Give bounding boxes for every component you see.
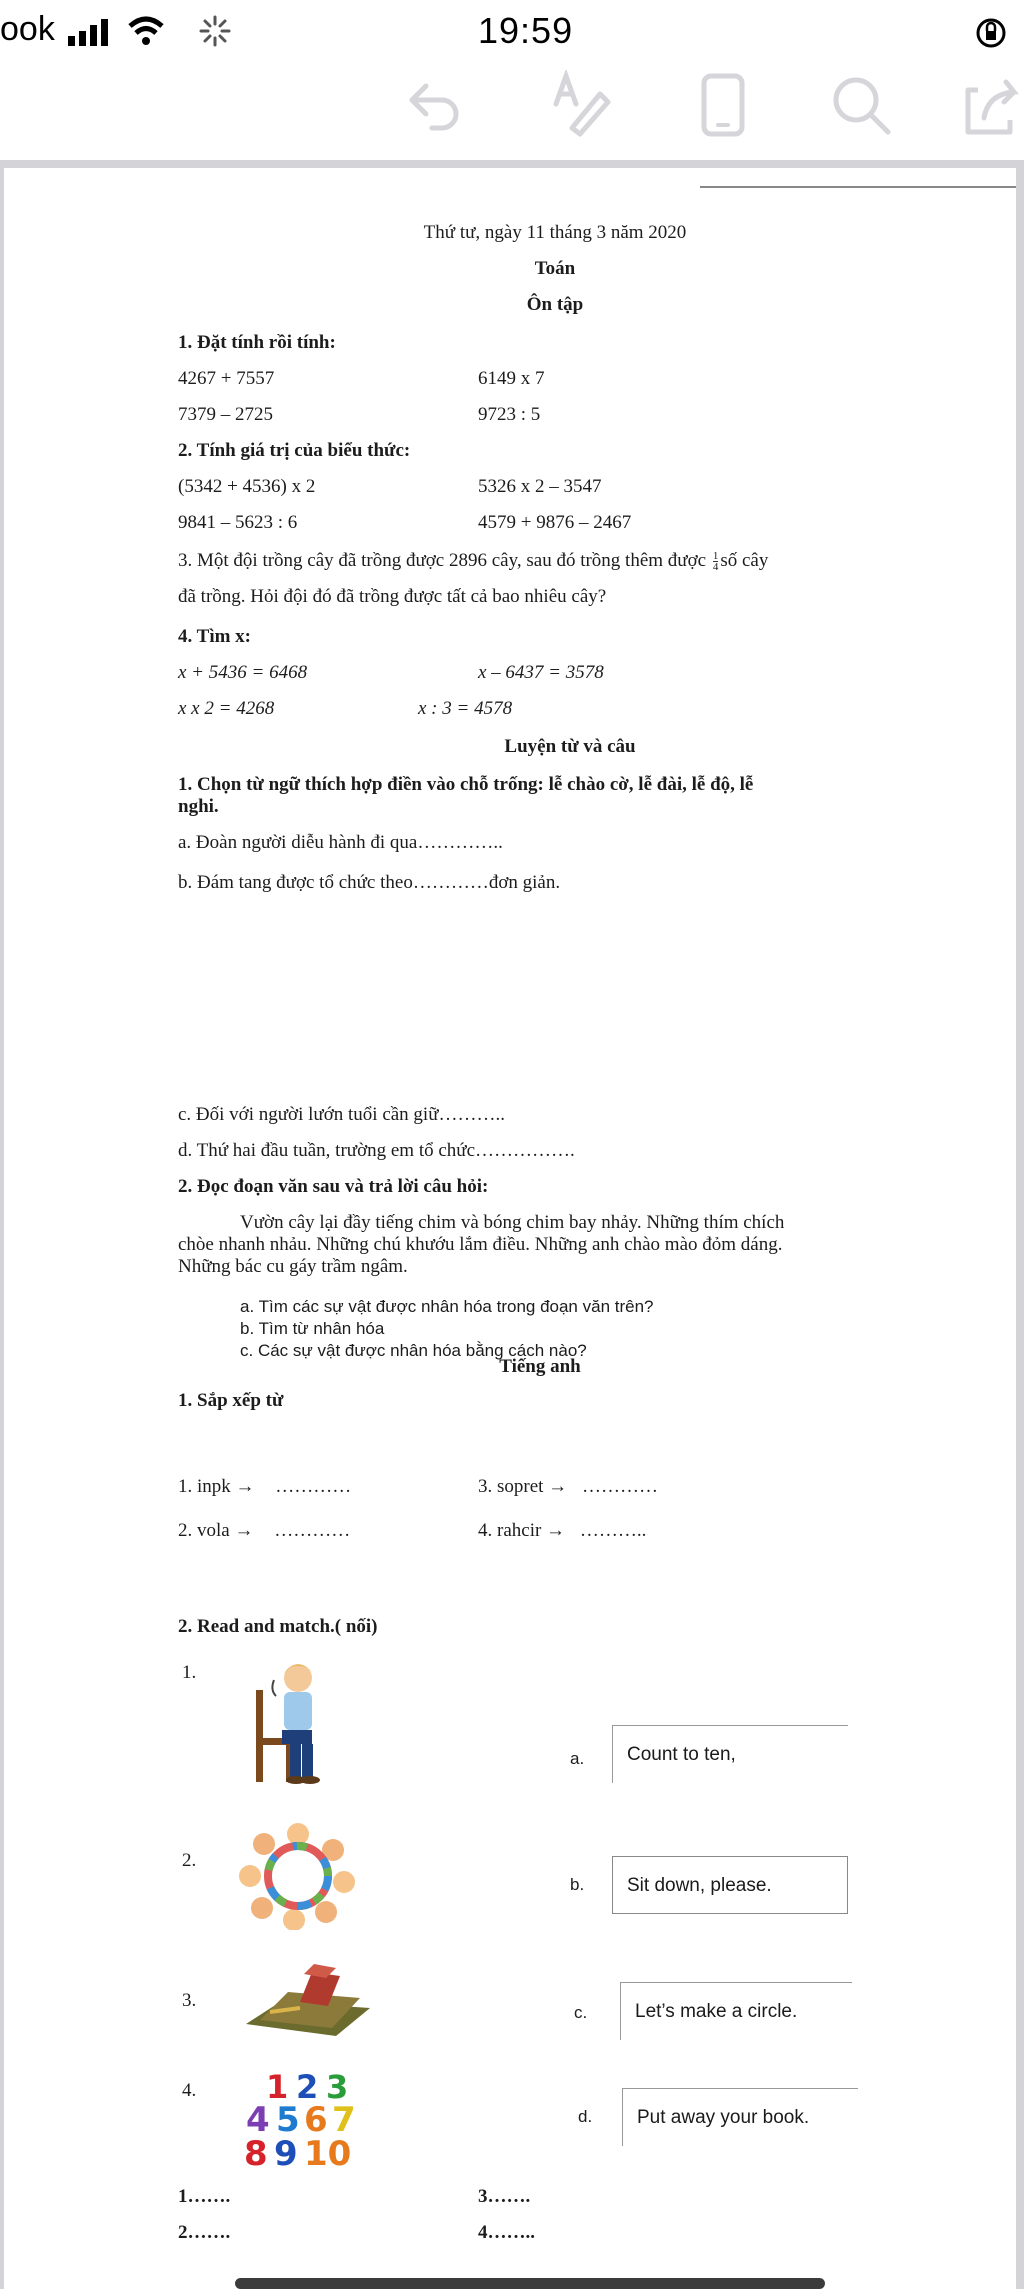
- answer-blank: 1…….: [178, 2186, 231, 2207]
- vocab-q1-line2: nghi.: [178, 796, 219, 817]
- english-section-title: Tiếng anh: [499, 1356, 581, 1377]
- option-letter: a.: [570, 1749, 585, 1768]
- vocab-fill-item: d. Thứ hai đầu tuần, trường em tổ chức…………….: [178, 1140, 575, 1161]
- markup-pen-icon[interactable]: [546, 70, 616, 140]
- math-subject-title: Toán: [534, 258, 576, 279]
- answer-blank: 3…….: [478, 2186, 531, 2207]
- passage-question: b. Tìm từ nhân hóa: [240, 1319, 385, 1338]
- picture-number: 3.: [182, 1990, 197, 2011]
- math-q1-item: 7379 – 2725: [178, 404, 273, 425]
- orientation-lock-icon: [974, 16, 1008, 50]
- english-q2-title: 2. Read and match.( nối): [178, 1616, 378, 1637]
- math-q1-item: 6149 x 7: [478, 368, 545, 389]
- carrier-label: ook: [0, 10, 55, 48]
- math-q1-title: 1. Đặt tính rồi tính:: [178, 332, 336, 353]
- picture-number: 1.: [182, 1662, 197, 1683]
- fraction-one-quarter: $\frac{1}{4}$: [712, 550, 719, 574]
- status-time: 19:59: [478, 10, 574, 51]
- scramble-word: 1. inpk → …………: [178, 1476, 352, 1497]
- vocab-section-title: Luyện từ và câu: [504, 736, 636, 757]
- passage-line: Những bác cu gáy trầm ngâm.: [178, 1256, 408, 1277]
- match-option-box: Let’s make a circle.: [620, 1982, 852, 2040]
- math-q4-item: x + 5436 = 6468: [178, 662, 308, 683]
- search-icon[interactable]: [826, 70, 896, 140]
- picture-number: 4.: [182, 2080, 197, 2101]
- boy-sitting-picture: [250, 1660, 360, 1784]
- math-q1-item: 9723 : 5: [478, 404, 541, 425]
- answer-blank: 4……..: [478, 2222, 535, 2243]
- vocab-fill-item: c. Đối với người lướn tuổi cần giữ………..: [178, 1104, 506, 1125]
- math-q4-item: x x 2 = 4268: [178, 698, 275, 719]
- picture-number: 2.: [182, 1850, 197, 1871]
- undo-icon[interactable]: [398, 70, 468, 140]
- option-letter: c.: [574, 2003, 588, 2022]
- date-line: Thứ tư, ngày 11 tháng 3 năm 2020: [423, 222, 687, 243]
- passage-line: chòe nhanh nhảu. Những chú khướu lắm điều. Những anh chào mào đỏm dáng.: [178, 1234, 783, 1255]
- option-letter: b.: [570, 1875, 585, 1894]
- math-q4-item: x – 6437 = 3578: [478, 662, 604, 683]
- home-indicator[interactable]: [235, 2278, 825, 2289]
- match-option-box: Count to ten,: [612, 1725, 848, 1783]
- review-title: Ôn tập: [526, 294, 584, 315]
- passage-question: c. Các sự vật được nhân hóa bằng cách nào?: [240, 1341, 587, 1360]
- math-q3-line1: 3. Một đội trồng cây đã trồng được 2896 cây, sau đó trồng thêm được $\frac{1}{4}$ số cây: [178, 550, 769, 574]
- match-option-box: Put away your book.: [622, 2088, 858, 2146]
- page-icon[interactable]: [688, 70, 758, 140]
- match-option-box: Sit down, please.: [612, 1856, 848, 1914]
- math-q2-item: 4579 + 9876 – 2467: [478, 512, 632, 533]
- vocab-fill-item: b. Đám tang được tổ chức theo…………đơn giản.: [178, 872, 561, 893]
- vocab-fill-item: a. Đoàn người diễu hành đi qua…………..: [178, 832, 503, 853]
- vocab-q2-title: 2. Đọc đoạn văn sau và trả lời câu hỏi:: [178, 1176, 489, 1197]
- math-q1-item: 4267 + 7557: [178, 368, 275, 389]
- scramble-word: 3. sopret → …………: [478, 1476, 658, 1497]
- answer-blank: 2…….: [178, 2222, 231, 2243]
- passage-line: Vườn cây lại đầy tiếng chim và bóng chim bay nhảy. Những thím chích: [240, 1212, 785, 1233]
- math-q2-title: 2. Tính giá trị của biểu thức:: [178, 440, 411, 461]
- math-q4-item: x : 3 = 4578: [418, 698, 513, 719]
- math-q4-title: 4. Tìm x:: [178, 626, 252, 647]
- document-page-2: [4, 1010, 1016, 2289]
- scramble-word: 2. vola → …………: [178, 1520, 351, 1541]
- loading-spinner-icon: [198, 14, 232, 48]
- math-q2-item: 9841 – 5623 : 6: [178, 512, 298, 533]
- signal-icon: [66, 18, 120, 46]
- page-header-rule: [700, 186, 1016, 188]
- counting-digits-picture: 1 2 3 4 5 6 7 8 9 10: [244, 2068, 356, 2174]
- passage-question: a. Tìm các sự vật được nhân hóa trong đoạn văn trên?: [240, 1297, 654, 1316]
- put-away-book-picture: [240, 1962, 380, 2042]
- math-q2-item: (5342 + 4536) x 2: [178, 476, 316, 497]
- share-icon[interactable]: [958, 70, 1024, 140]
- option-letter: d.: [578, 2107, 593, 2126]
- viewer-toolbar: [0, 58, 1024, 158]
- english-q1-title: 1. Sắp xếp từ: [178, 1390, 284, 1411]
- scramble-word: 4. rahcir → ………..: [478, 1520, 647, 1541]
- kids-circle-picture: [238, 1820, 358, 1930]
- status-bar: [0, 0, 1024, 64]
- math-q2-item: 5326 x 2 – 3547: [478, 476, 602, 497]
- vocab-q1-line1: 1. Chọn từ ngữ thích hợp điền vào chỗ trống: lễ chào cờ, lễ đài, lễ độ, lễ: [178, 774, 754, 795]
- math-q3-line2: đã trồng. Hỏi đội đó đã trồng được tất cả bao nhiêu cây?: [178, 586, 607, 607]
- wifi-icon: [126, 14, 166, 46]
